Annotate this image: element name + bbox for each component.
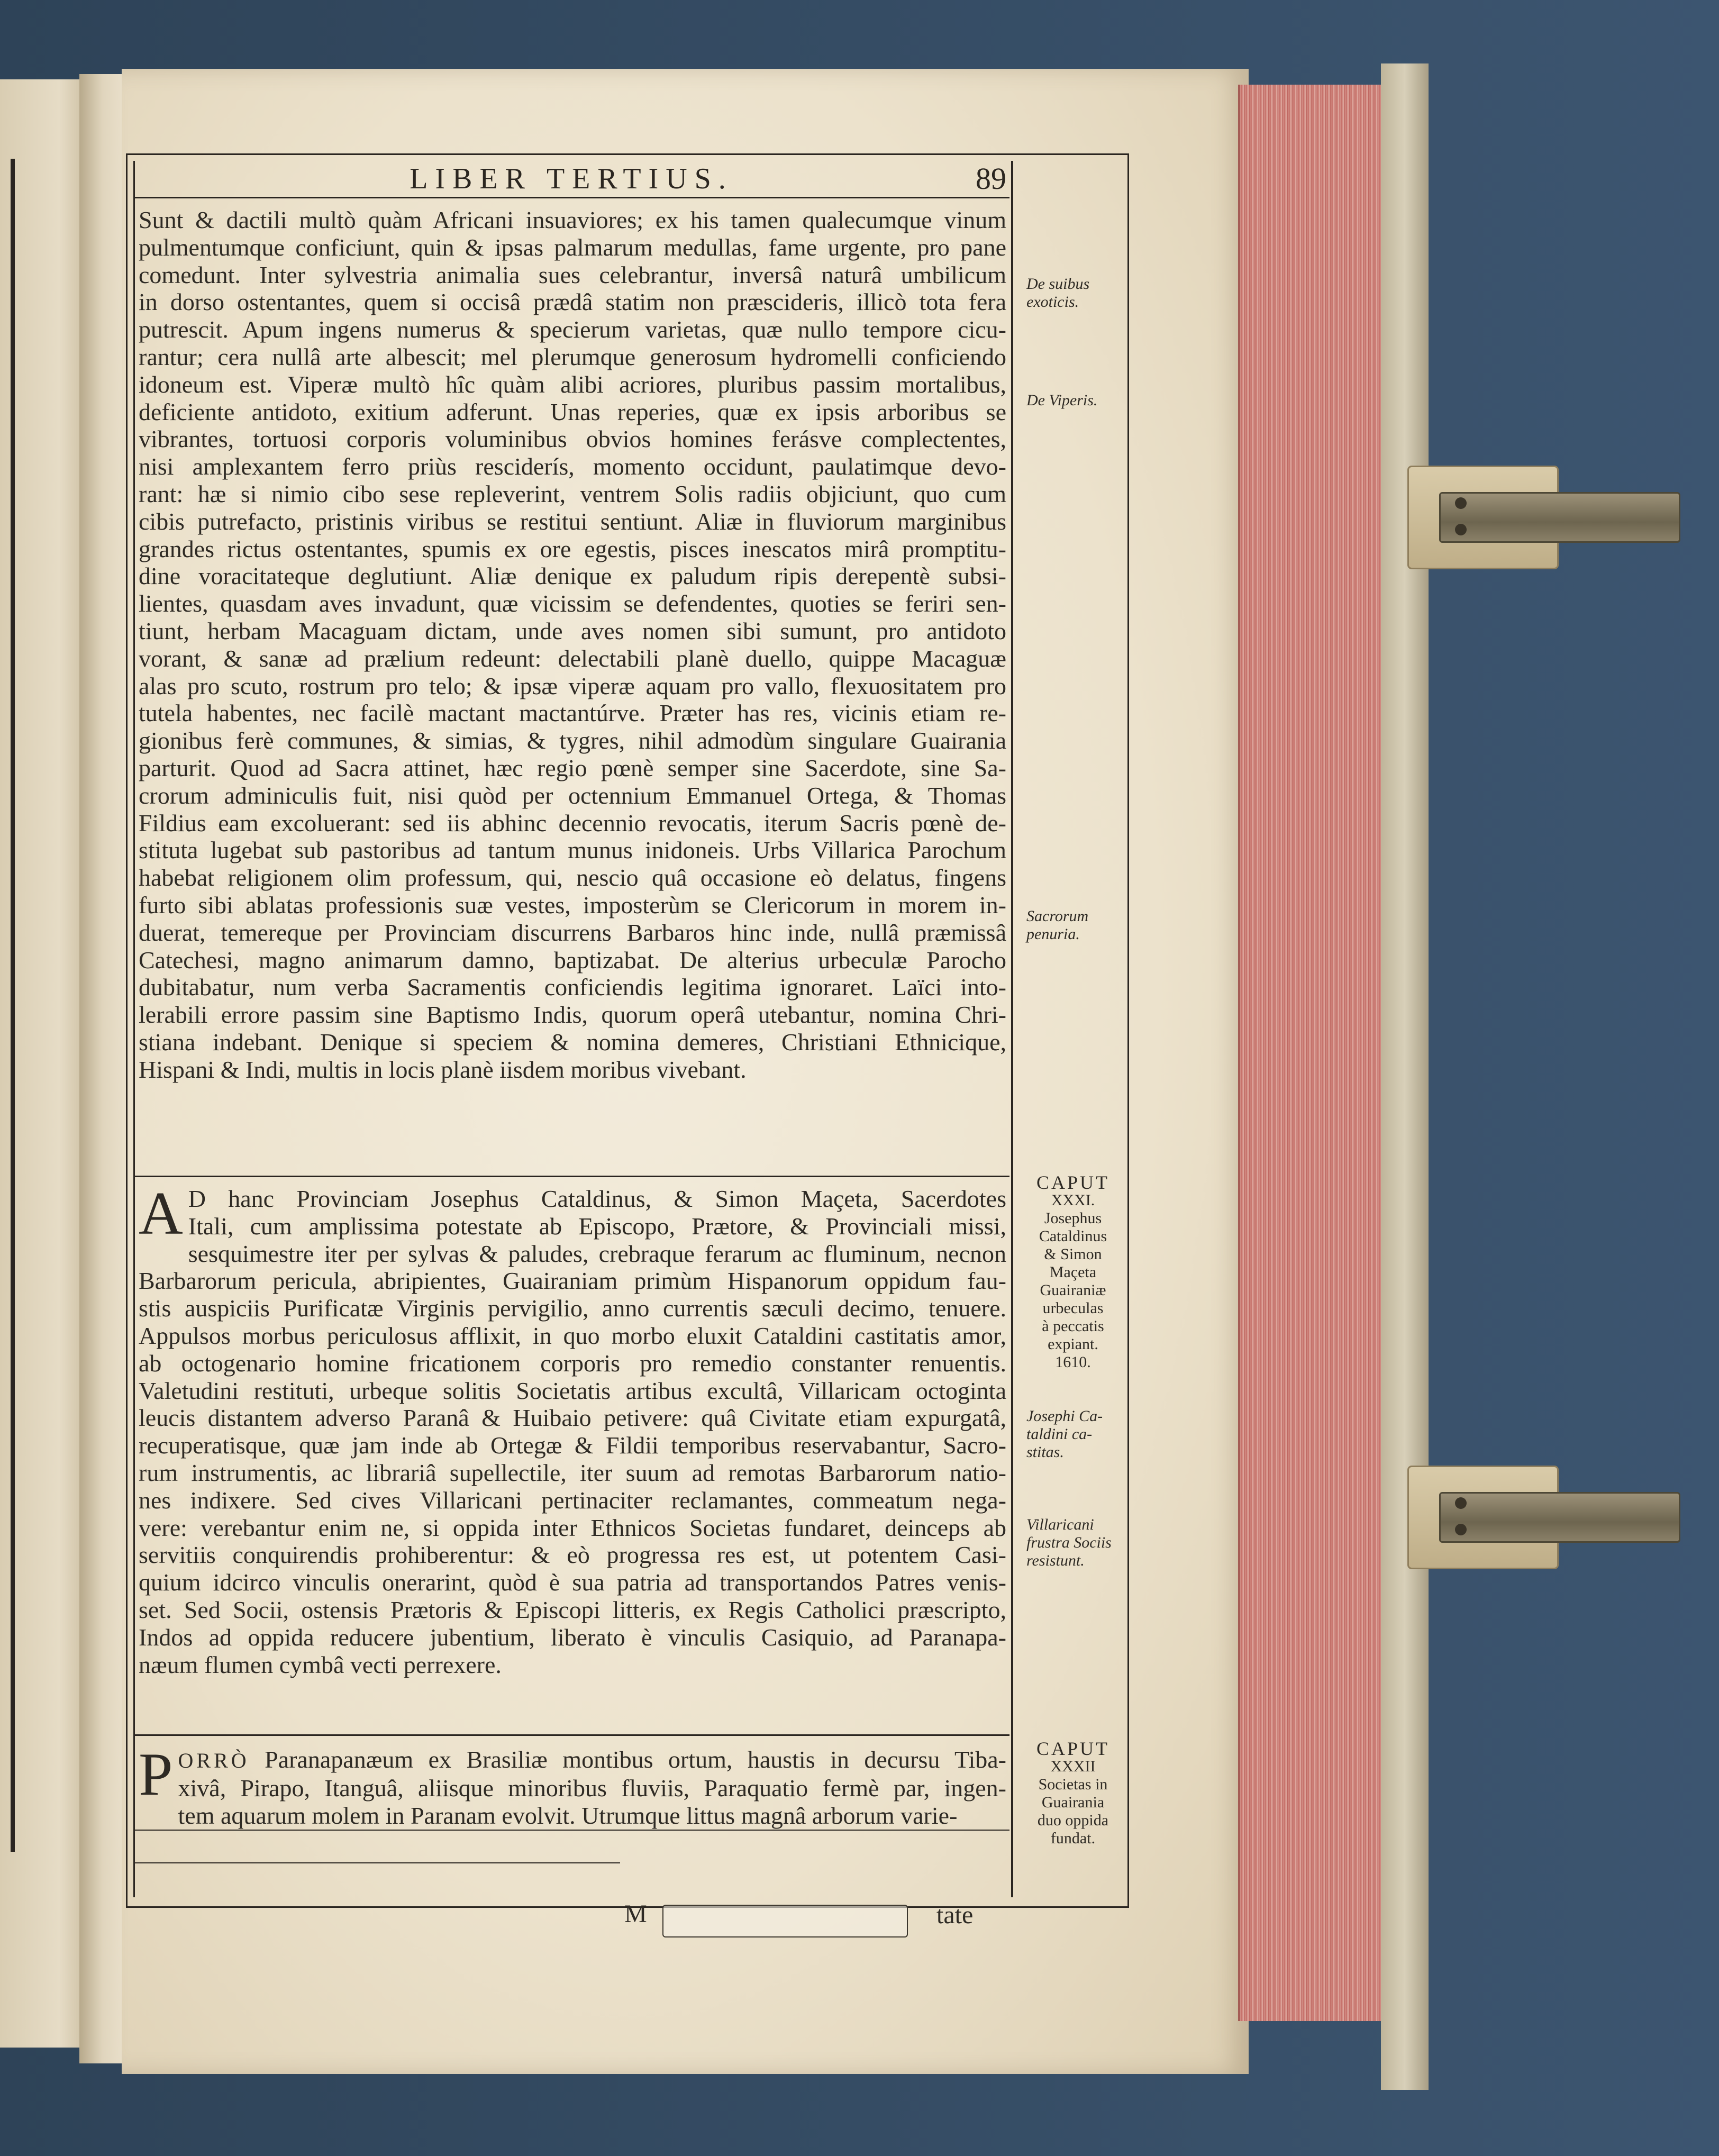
text-line: recuperatisque, quæ jam inde ab Ortegæ & Fildii temporibus reservabantur, Sacro- (139, 1432, 1006, 1459)
paragraph-2 (139, 1180, 1006, 1678)
text-line: lerabili errore passim sine Baptismo Indis, quorum operâ utebantur, nomina Chri- (139, 1001, 1006, 1029)
text-line: Fildius eam excoluerant: sed iis abhinc decennio revocatis, iterum Sacris pœnè de- (139, 809, 1006, 836)
text-line: set. Sed Socii, ostensis Prætoris & Episcopi litteris, ex Regis Catholici præscripto, (139, 1596, 1006, 1623)
text-line: Sunt & dactili multò quàm Africani insuaviores; ex his tamen qualecumque vinum (139, 206, 1006, 233)
text-line: tiunt, herbam Macaguam dictam, unde aves nomen sibi sumunt, pro antidoto (139, 617, 1006, 644)
text-line: Indos ad oppida reducere jubentium, liberato è vinculis Casiquio, ad Paranapa- (139, 1623, 1006, 1651)
page-header (133, 159, 1009, 198)
text-line: parturit. Quod ad Sacra attinet, hæc regio pœnè semper sine Sacerdote, sine Sa- (139, 754, 1006, 781)
text-line: grandes rictus ostentantes, spumis ex ore egestis, pisces inescatos mirâ promptitu- (139, 535, 1006, 562)
text-line: vorant, & sanæ ad prælium redeunt: delectabili planè duello, quippe Macaguæ (139, 644, 1006, 672)
catchword: tate (936, 1901, 974, 1929)
text-line: alas pro scuto, rostrum pro telo; & ipsæ viperæ aquam pro vallo, flexuositatem pro (139, 672, 1006, 699)
text-line: dubitabatur, num verba Sacramentis conficiendis legitima ignoraret. Laïci into- (139, 974, 1006, 1001)
red-page-edges (1238, 85, 1388, 2021)
text-line: sesquimestre iter per sylvas & paludes, crebraque ferarum ac fluminum, necnon (188, 1240, 1006, 1267)
text-line: tutela habentes, nec facilè mactant mactantúrve. Præter has res, vicinis etiam re- (139, 699, 1006, 727)
lower-clasp (1407, 1466, 1677, 1566)
left-page-edge (0, 79, 88, 2048)
text-line: Hispani & Indi, multis in locis planè iisdem moribus vivebant. (139, 1056, 747, 1083)
text-line: lientes, quasdam aves invadunt, quæ vicissim se defendentes, quoties se feriri sen- (139, 590, 1006, 617)
text-line: crorum adminiculis fuit, nisi quòd per octennium Emmanuel Ortega, & Thomas (139, 781, 1006, 809)
text-line: Valetudini restituti, urbeque solitis Societatis artibus excultâ, Villaricam octoginta (139, 1377, 1006, 1404)
text-line: D hanc Provinciam Josephus Cataldinus, & Simon Maçeta, Sacerdotes (188, 1185, 1006, 1212)
paper-label (662, 1905, 908, 1937)
upper-clasp (1407, 466, 1677, 566)
text-line: servitiis conquirendis prohiberentur: & eò progressa res est, ut potentem Casi- (139, 1541, 1006, 1569)
text-line: nes indixere. Sed cives Villaricani pertinaciter reclamantes, commeatum nega- (139, 1486, 1006, 1514)
small-caps-word: ORRÒ (178, 1749, 250, 1772)
text-line: vibrantes, tortuosi corporis voluminibus obvios homines ferásve complectentes, (139, 425, 1006, 453)
text-line: næum flumen cymbâ vecti perrexere. (139, 1651, 502, 1678)
footer-rule (133, 1830, 1009, 1831)
text-line: rum instrumentis, ac librariâ supellectile, iter suum ad remotas Barbarorum natio- (139, 1459, 1006, 1486)
text-line: nisi amplexantem ferro priùs resciderís, momento occidunt, paulatimque devo- (139, 453, 1006, 480)
text-line: stiana indebant. Denique si speciem & nomina demeres, Christiani Ethnicique, (139, 1028, 1006, 1056)
text-line: quium idcirco vinculis onerarint, quòd è sua patria ad transportandos Patres venis- (139, 1569, 1006, 1596)
section-rule-2 (133, 1734, 1009, 1736)
text-line: in dorso ostentantes, quem si occisâ prædâ statim non præscideris, illicò tota fera (139, 288, 1006, 316)
margin-note-sacrorum: Sacrorum penuria. (1026, 907, 1089, 943)
text-line: putrescit. Apum ingens numerus & specierum varietas, quæ nullo tempore cicu- (139, 316, 1006, 343)
text-line: comedunt. Inter sylvestria animalia sues celebrantur, inversâ naturâ umbilicum (139, 261, 1006, 288)
text-line: vere: verebantur enim ne, si oppida inter Ethnicos Societas fundaret, deinceps ab (139, 1514, 1006, 1541)
text-line: rantur; cera nullâ arte albescit; mel plerumque generosum hydromelli conficiendo (139, 343, 1006, 370)
text-line: ab octogenario homine fricationem corporis pro remedio constanter renuentis. (139, 1349, 1006, 1377)
dropcap-a: A (139, 1180, 183, 1248)
text-line: idoneum est. Viperæ multò hîc quàm alibi acriores, pluribus passim mortalibus, (139, 370, 1006, 398)
book-cover-edge (1381, 63, 1429, 2090)
text-line: rant: hæ si nimio cibo sese repleverint, ventrem Solis radiis objiciunt, quo cum (139, 480, 1006, 507)
footer-rule-left (133, 1862, 620, 1863)
text-line: Catechesi, magno animarum damno, baptizabat. De alterius urbeculæ Parocho (139, 946, 1006, 974)
page-number: 89 (976, 161, 1006, 196)
text-line: duerat, temereque per Provinciam discurrens Barbaros hinc inde, nullâ præmissâ (139, 918, 1006, 946)
running-title: LIBER TERTIUS. (410, 162, 733, 195)
margin-note-caput-31: CAPUT XXXI. Josephus Cataldinus & Simon Maçeta Guairaniæ urbeculas à peccatis expiant. 1610. (1036, 1172, 1110, 1371)
text-line: stituta lugebat sub pastoribus ad tantum munus inidoneis. Urbs Villarica Parochum (139, 836, 1006, 864)
paragraph-3 (139, 1741, 1006, 1829)
text-line: leucis distantem adverso Paranâ & Huibaio petivere: quâ Civitate etiam expurgatâ, (139, 1404, 1006, 1432)
text-line: Appulsos morbus periculosus afflixit, in quo morbo eluxit Cataldini castitatis amor, (139, 1322, 1006, 1349)
paragraph-1 (139, 206, 1006, 1084)
dropcap-p: P (139, 1741, 173, 1808)
text-line: pulmentumque conficiunt, quin & ipsas palmarum medullas, fame urgente, pro pane (139, 233, 1006, 261)
text-line: habebat religionem olim professum, qui, nescio quâ occasione eò delatus, fingens (139, 864, 1006, 891)
text-line-rest: Paranapanæum ex Brasiliæ montibus ortum, haustis in decursu Tiba- (265, 1746, 1006, 1773)
text-line: xivâ, Pirapo, Itanguâ, aliisque minoribus fluviis, Paraquatio fermè par, ingen- (178, 1774, 1006, 1802)
margin-note-de-viperis: De Viperis. (1026, 392, 1098, 409)
text-line: gionibus ferè communes, & simias, & tygres, nihil admodùm singulare Guairania (139, 727, 1006, 754)
text-line: deficiente antidoto, exitium adferunt. Unas reperies, quæ ex ipsis arboribus se (139, 398, 1006, 425)
text-line: dine voracitateque deglutiunt. Aliæ denique ex paludum ripis derepentè subsi- (139, 562, 1006, 590)
text-line: furto sibi ablatas professionis suæ vestes, imposterùm se Clericorum in morem in- (139, 891, 1006, 918)
text-line: tem aquarum molem in Paranam evolvit. Utrumque littus magnâ arborum varie- (178, 1802, 958, 1829)
margin-note-castitas: Josephi Ca- taldini ca- stitas. (1026, 1407, 1103, 1461)
text-line: stis auspiciis Purificatæ Virginis pervigilio, anno currentis sæculi decimo, tenuere. (139, 1295, 1006, 1322)
margin-note-caput-32: CAPUT XXXII Societas in Guairania duo oppida fundat. (1036, 1738, 1110, 1847)
text-line (178, 1746, 1006, 1775)
margin-note-villaricani: Villaricani frustra Sociis resistunt. (1026, 1516, 1112, 1569)
margin-note-de-suibus: De suibus exoticis. (1026, 275, 1090, 311)
text-line: Barbarorum pericula, abripientes, Guairaniam primùm Hispanorum oppidum fau- (139, 1267, 1006, 1295)
signature-mark: M (624, 1900, 647, 1928)
text-line: Itali, cum amplissima potestate ab Episcopo, Prætore, & Provinciali missi, (188, 1212, 1006, 1240)
text-line: cibis putrefacto, pristinis viribus se restitui sentiunt. Aliæ in fluviorum marginibus (139, 507, 1006, 535)
section-rule (133, 1176, 1009, 1177)
